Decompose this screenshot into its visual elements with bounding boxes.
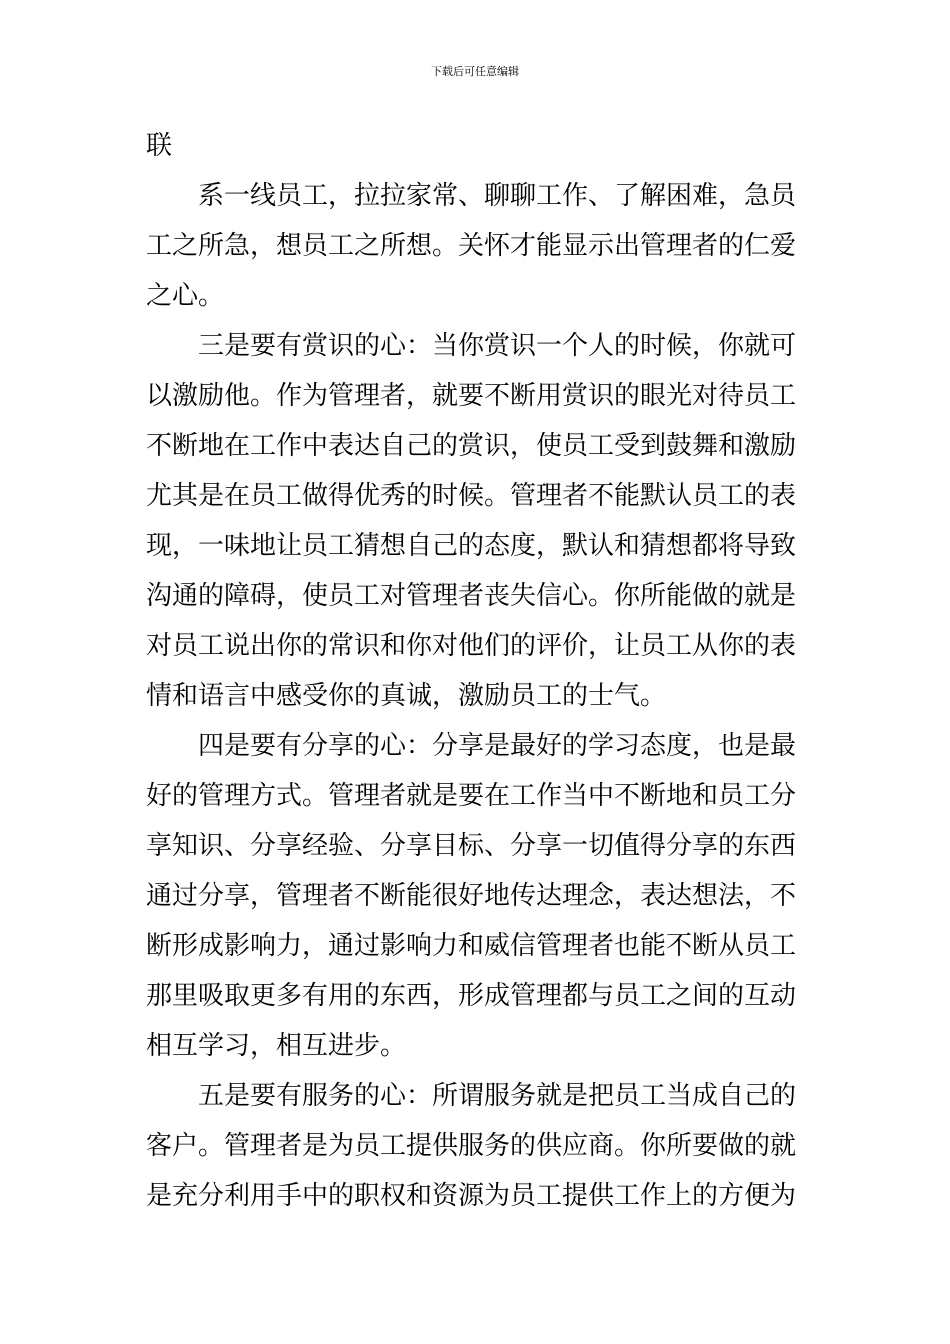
text-line: 相互学习，相互进步。 [146, 1031, 407, 1061]
document-body [146, 121, 808, 1221]
text-line: 之心。 [146, 281, 225, 311]
text-line: 以激励他。作为管理者，就要不断用赏识的眼光对待员工 [146, 381, 797, 411]
paragraph-start-line: 四是要有分享的心：分享是最好的学习态度，也是最 [198, 731, 797, 761]
text-line: 好的管理方式。管理者就是要在工作当中不断地和员工分 [146, 781, 797, 811]
text-line: 系一线员工，拉拉家常、聊聊工作、了解困难，急员 [198, 181, 797, 211]
text-line: 不断地在工作中表达自己的赏识，使员工受到鼓舞和激励 [146, 431, 797, 461]
text-line: 客户。管理者是为员工提供服务的供应商。你所要做的就 [146, 1131, 797, 1161]
paragraph-start-line: 三是要有赏识的心：当你赏识一个人的时候，你就可 [198, 331, 797, 361]
paragraph-start-line: 五是要有服务的心：所谓服务就是把员工当成自己的 [198, 1081, 797, 1111]
text-line: 情和语言中感受你的真诚，激励员工的士气。 [146, 681, 667, 711]
text-line: 通过分享，管理者不断能很好地传达理念，表达想法，不 [146, 881, 797, 911]
text-line: 联 [146, 131, 173, 161]
text-line: 尤其是在员工做得优秀的时候。管理者不能默认员工的表 [146, 481, 797, 511]
text-line: 工之所急，想员工之所想。关怀才能显示出管理者的仁爱 [146, 231, 797, 261]
text-line: 沟通的障碍，使员工对管理者丧失信心。你所能做的就是 [146, 581, 797, 611]
text-line: 是充分利用手中的职权和资源为员工提供工作上的方便为 [146, 1181, 797, 1211]
text-line: 断形成影响力，通过影响力和威信管理者也能不断从员工 [146, 931, 797, 961]
text-line: 那里吸取更多有用的东西，形成管理都与员工之间的互动 [146, 981, 797, 1011]
page-header: 下载后可任意编辑 [431, 65, 519, 78]
text-line: 享知识、分享经验、分享目标、分享一切值得分享的东西 [146, 831, 797, 861]
text-line: 对员工说出你的常识和你对他们的评价，让员工从你的表 [146, 631, 797, 661]
text-line: 现，一味地让员工猜想自己的态度，默认和猜想都将导致 [146, 531, 797, 561]
